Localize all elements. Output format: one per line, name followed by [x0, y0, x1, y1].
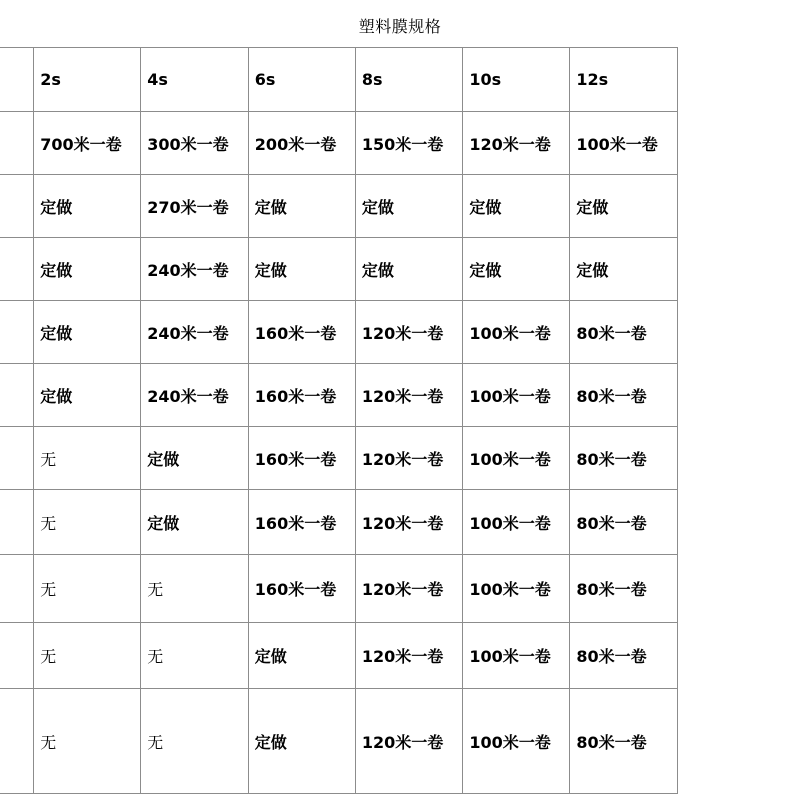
- header-cell: 12s: [570, 48, 678, 112]
- table-row: [0, 364, 678, 427]
- table-cell: 定做: [141, 490, 249, 555]
- table-cell: 定做: [34, 364, 141, 427]
- page-title: 塑料膜规格: [358, 17, 442, 36]
- table-cell: 定做: [463, 175, 570, 238]
- table-cell: 定做: [34, 238, 141, 301]
- table-cell: 80米一卷: [570, 490, 678, 555]
- table-cell: 100米一卷: [570, 112, 678, 175]
- table-cell: 120米一卷: [355, 689, 463, 794]
- row-label-cell: [0, 301, 34, 364]
- table-cell: 80米一卷: [570, 364, 678, 427]
- table-cell: 100米一卷: [463, 490, 570, 555]
- header-cell: 2s: [34, 48, 141, 112]
- table-cell: 无: [34, 490, 141, 555]
- table-cell: 120米一卷: [355, 623, 463, 689]
- header-cell: 6s: [248, 48, 355, 112]
- header-cell: [0, 48, 34, 112]
- table-cell: 240米一卷: [141, 364, 249, 427]
- table-cell: 定做: [570, 175, 678, 238]
- table-cell: 120米一卷: [355, 427, 463, 490]
- table-cell: 无: [34, 623, 141, 689]
- table-cell: 定做: [355, 175, 463, 238]
- table-cell: 100米一卷: [463, 689, 570, 794]
- table-cell: 无: [141, 623, 249, 689]
- table-cell: 定做: [463, 238, 570, 301]
- header-row: [0, 48, 678, 112]
- header-cell: 8s: [355, 48, 463, 112]
- table-cell: 定做: [248, 175, 355, 238]
- table-row: [0, 175, 678, 238]
- table-cell: 200米一卷: [248, 112, 355, 175]
- table-cell: 定做: [248, 689, 355, 794]
- table-row: [0, 689, 678, 794]
- row-label-cell: [0, 175, 34, 238]
- table-cell: 100米一卷: [463, 427, 570, 490]
- table-cell: 定做: [34, 175, 141, 238]
- spec-table: [0, 47, 678, 794]
- table-row: [0, 555, 678, 623]
- row-label-cell: [0, 364, 34, 427]
- table-cell: 160米一卷: [248, 555, 355, 623]
- table-cell: 100米一卷: [463, 364, 570, 427]
- table-row: [0, 427, 678, 490]
- table-cell: 定做: [248, 238, 355, 301]
- table-cell: 80米一卷: [570, 623, 678, 689]
- row-label-cell: [0, 490, 34, 555]
- table-row: [0, 490, 678, 555]
- table-cell: 270米一卷: [141, 175, 249, 238]
- row-label-cell: [0, 689, 34, 794]
- table-cell: 120米一卷: [355, 490, 463, 555]
- table-cell: 无: [34, 427, 141, 490]
- table-cell: 160米一卷: [248, 490, 355, 555]
- row-label-cell: [0, 623, 34, 689]
- table-cell: 100米一卷: [463, 623, 570, 689]
- table-cell: 80米一卷: [570, 555, 678, 623]
- table-cell: 无: [141, 555, 249, 623]
- table-cell: 100米一卷: [463, 301, 570, 364]
- table-cell: 80米一卷: [570, 427, 678, 490]
- table-row: [0, 301, 678, 364]
- table-cell: 150米一卷: [355, 112, 463, 175]
- table-cell: 160米一卷: [248, 364, 355, 427]
- table-cell: 定做: [355, 238, 463, 301]
- table-cell: 120米一卷: [355, 555, 463, 623]
- table-row: [0, 623, 678, 689]
- table-cell: 240米一卷: [141, 238, 249, 301]
- table-cell: 无: [34, 555, 141, 623]
- table-row: [0, 238, 678, 301]
- table-cell: 240米一卷: [141, 301, 249, 364]
- table-cell: 定做: [248, 623, 355, 689]
- row-label-cell: [0, 112, 34, 175]
- table-cell: 无: [34, 689, 141, 794]
- table-cell: 160米一卷: [248, 301, 355, 364]
- row-label-cell: [0, 238, 34, 301]
- table-cell: 定做: [141, 427, 249, 490]
- table-cell: 120米一卷: [355, 301, 463, 364]
- header-cell: 10s: [463, 48, 570, 112]
- table-cell: 80米一卷: [570, 689, 678, 794]
- header-cell: 4s: [141, 48, 249, 112]
- table-cell: 无: [141, 689, 249, 794]
- row-label-cell: [0, 555, 34, 623]
- table-cell: 定做: [34, 301, 141, 364]
- table-cell: 120米一卷: [463, 112, 570, 175]
- table-cell: 300米一卷: [141, 112, 249, 175]
- table-cell: 120米一卷: [355, 364, 463, 427]
- table-row: [0, 112, 678, 175]
- table-cell: 700米一卷: [34, 112, 141, 175]
- table-cell: 160米一卷: [248, 427, 355, 490]
- table-cell: 80米一卷: [570, 301, 678, 364]
- table-cell: 100米一卷: [463, 555, 570, 623]
- table-cell: 定做: [570, 238, 678, 301]
- row-label-cell: [0, 427, 34, 490]
